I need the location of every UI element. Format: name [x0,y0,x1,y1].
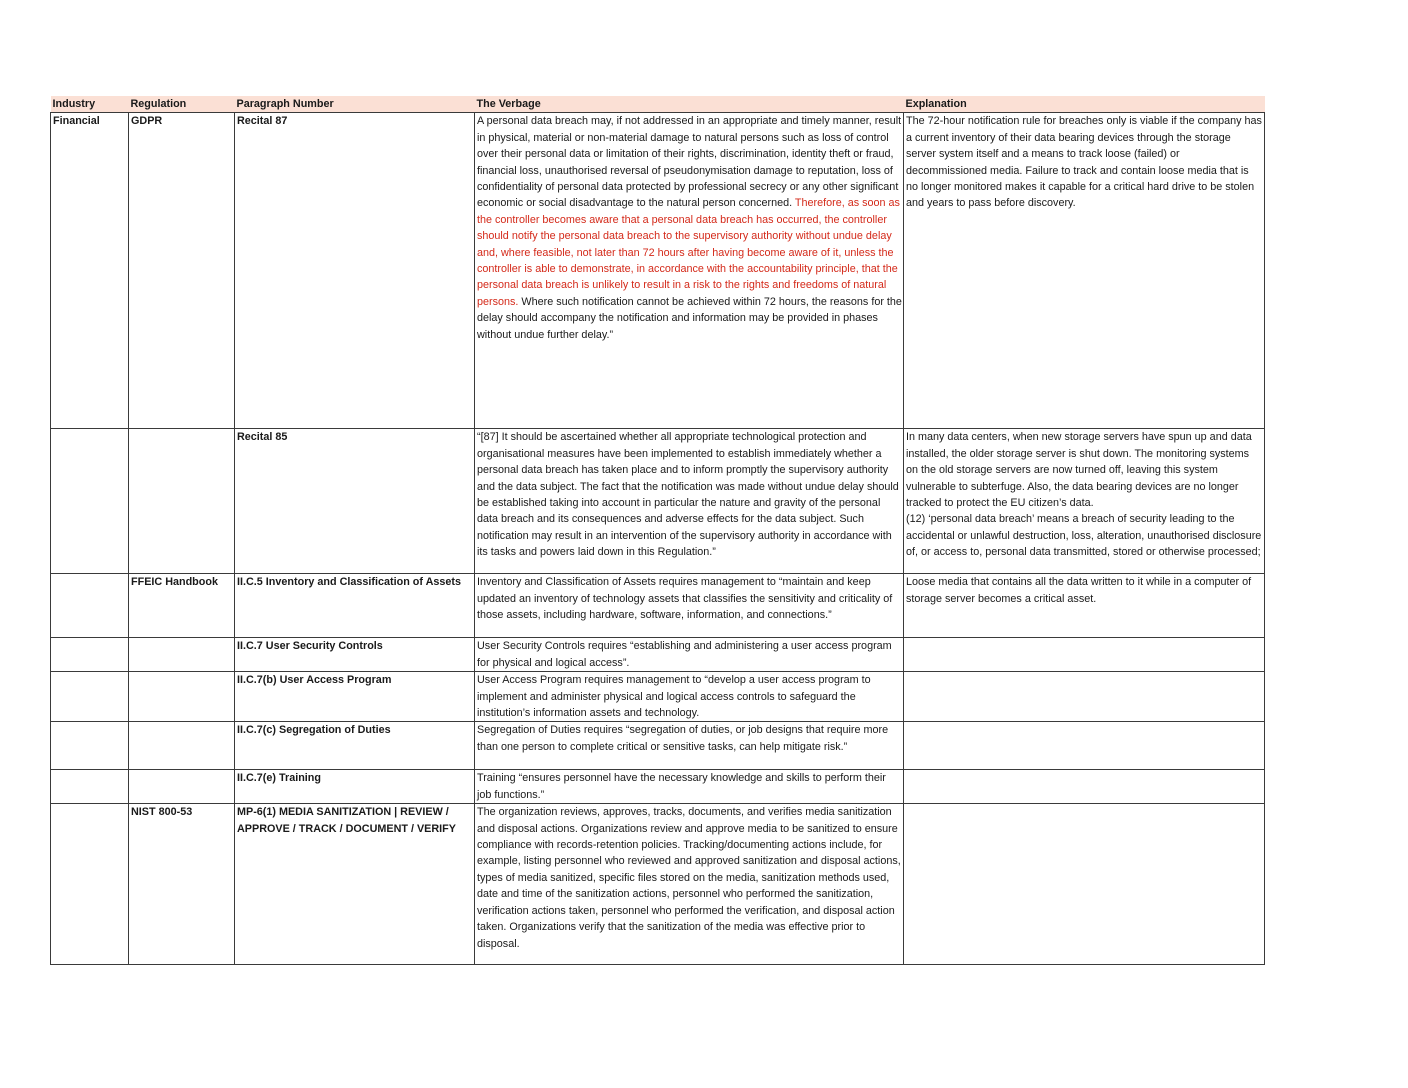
table-row [51,429,1265,574]
explanation-cell [904,770,1265,804]
explanation-cell [904,804,1265,965]
explanation-cell: Loose media that contains all the data written to it while in a computer of storage server becomes a critical asset. [904,574,1265,638]
regulation-cell: GDPR [129,113,235,429]
industry-cell: Financial [51,113,129,429]
explanation-cell [904,672,1265,722]
industry-cell [51,638,129,672]
table-row [51,722,1265,770]
verbage-cell: Segregation of Duties requires “segregation of duties, or job designs that require more than one person to complete critical or sensitive tasks, can help mitigate risk.” [475,722,904,770]
explanation-cell [904,429,1265,574]
verbage-highlight-text: Therefore, as soon as the controller becomes aware that a personal data breach has occurred, the controller should notify the personal data breach to the supervisory authority without undue delay and, where feasible, not later than 72 hours after having become aware of it, unless the controller is able to demonstrate, in accordance with the accountability principle, that the personal data breach is unlikely to result in a risk to the rights and freedoms of natural persons. [477,197,900,308]
table-row [51,574,1265,638]
verbage-cell: User Security Controls requires “establishing and administering a user access program for physical and logical access”. [475,638,904,672]
regulation-cell: NIST 800-53 [129,804,235,965]
table-row [51,113,1265,429]
header-row [51,96,1265,113]
explanation-definition-text: (12) ‘personal data breach’ means a breach of security leading to the accidental or unlawful destruction, loss, alteration, unauthorised disclosure of, or access to, personal data transmitted, stored or otherwise processed; [906,513,1262,559]
industry-cell [51,722,129,770]
verbage-cell: Training “ensures personnel have the necessary knowledge and skills to perform their job functions.” [475,770,904,804]
explanation-text: In many data centers, when new storage servers have spun up and data installed, the older storage server is shut down. The monitoring systems on the old storage servers are now turned off, leaving this system vulnerable to subterfuge. Also, the data bearing devices are no longer tracked to protect the EU citizen’s data. [906,431,1252,510]
industry-cell [51,804,129,965]
verbage-cell: The organization reviews, approves, tracks, documents, and verifies media sanitization and disposal actions. Organizations review and approve media to be sanitized to ensure compliance with records-retention policies. Tracking/documenting actions include, for example, listing personnel who reviewed and approved sanitization and disposal actions, types of media sanitized, specific files stored on the media, sanitization methods used, date and time of the sanitization actions, personnel who performed the sanitization, verification actions taken, personnel who performed the verification, and disposal action taken. Organizations verify that the sanitization of the media was effective prior to disposal. [475,804,904,965]
industry-cell [51,574,129,638]
header-explanation: Explanation [904,96,1265,113]
verbage-cell: Inventory and Classification of Assets requires management to “maintain and keep updated an inventory of technology assets that classifies the sensitivity and criticality of those assets, including hardware, software, information, and connections.” [475,574,904,638]
verbage-cell: “[87] It should be ascertained whether all appropriate technological protection and organisational measures have been implemented to establish immediately whether a personal data breach has taken place and to inform promptly the supervisory authority and the data subject. The fact that the notification was made without undue delay should be established taking into account in particular the nature and gravity of the personal data breach and its consequences and adverse effects for the data subject. Such notification may result in an intervention of the supervisory authority in accordance with its tasks and powers laid down in this Regulation.” [475,429,904,574]
table-row [51,672,1265,722]
paragraph-cell: II.C.7(c) Segregation of Duties [235,722,475,770]
regulation-cell [129,722,235,770]
industry-cell [51,770,129,804]
regulation-cell [129,429,235,574]
paragraph-cell: Recital 85 [235,429,475,574]
table-row [51,638,1265,672]
industry-cell [51,672,129,722]
verbage-cell: User Access Program requires management to “develop a user access program to implement and administer physical and logical access controls to safeguard the institution’s information assets and technology. [475,672,904,722]
regulation-table [50,96,1265,965]
paragraph-cell: II.C.7(b) User Access Program [235,672,475,722]
industry-cell [51,429,129,574]
table-row [51,804,1265,965]
paragraph-cell: MP-6(1) MEDIA SANITIZATION | REVIEW / APPROVE / TRACK / DOCUMENT / VERIFY [235,804,475,965]
verbage-text: A personal data breach may, if not addressed in an appropriate and timely manner, result in physical, material or non-material damage to natural persons such as loss of control over their personal data or limitation of their rights, discrimination, identity theft or fraud, financial loss, unauthorised reversal of pseudonymisation damage to reputation, loss of confidentiality of personal data protected by professional secrecy or any other significant economic or social disadvantage to the natural person concerned. [477,115,902,210]
table-row [51,770,1265,804]
header-regulation: Regulation [129,96,235,113]
header-paragraph-number: Paragraph Number [235,96,475,113]
regulation-cell [129,638,235,672]
paragraph-cell: II.C.7(e) Training [235,770,475,804]
header-verbage: The Verbage [475,96,904,113]
explanation-cell [904,638,1265,672]
paragraph-cell: II.C.5 Inventory and Classification of Assets [235,574,475,638]
explanation-cell: The 72-hour notification rule for breaches only is viable if the company has a current inventory of their data bearing devices through the storage server system itself and a means to track loose (failed) or decommissioned media. Failure to track and contain loose media that is no longer monitored makes it capable for a critical hard drive to be stolen and years to pass before discovery. [904,113,1265,429]
regulation-cell [129,770,235,804]
paragraph-cell: Recital 87 [235,113,475,429]
regulation-cell: FFEIC Handbook [129,574,235,638]
paragraph-cell: II.C.7 User Security Controls [235,638,475,672]
header-industry: Industry [51,96,129,113]
explanation-cell [904,722,1265,770]
verbage-text-continued: Where such notification cannot be achieved within 72 hours, the reasons for the delay should accompany the notification and information may be provided in phases without undue further delay.” [477,295,902,341]
regulation-cell [129,672,235,722]
verbage-cell [475,113,904,429]
